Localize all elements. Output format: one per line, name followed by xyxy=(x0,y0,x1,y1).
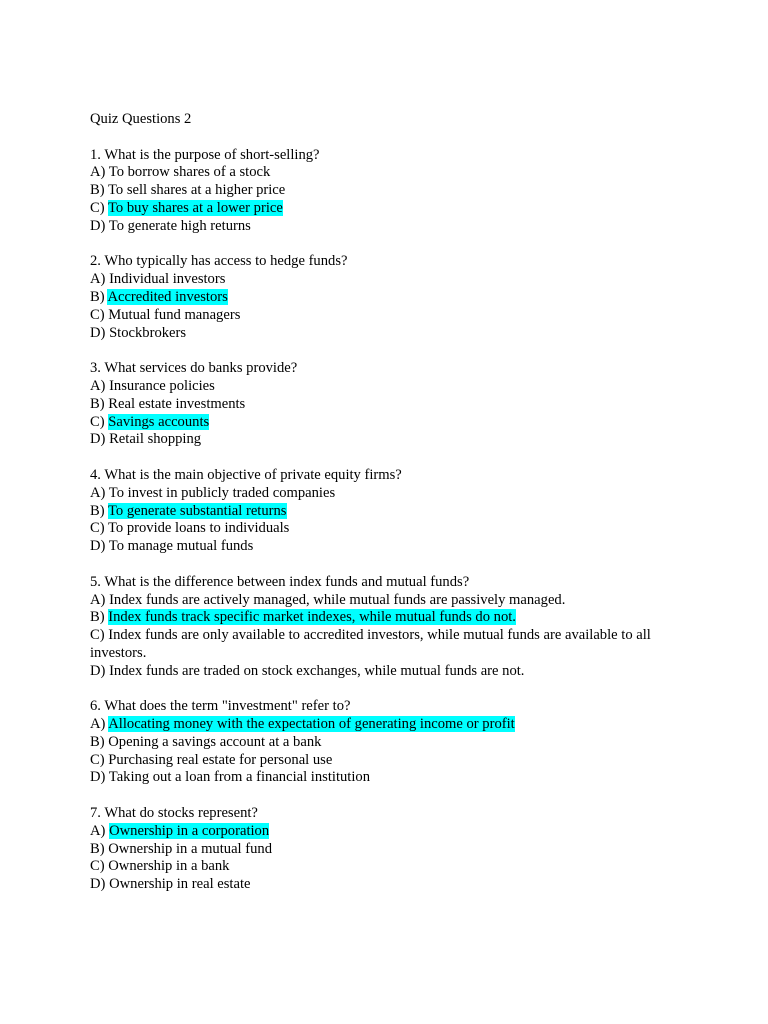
option-letter: C) xyxy=(90,627,105,644)
option-letter: C) xyxy=(90,858,105,875)
question-prompt: 4. What is the main objective of private equity firms? xyxy=(90,466,402,483)
highlighted-answer: Index funds track specific market indexes, while mutual funds do not. xyxy=(108,609,516,626)
option-letter: A) xyxy=(90,822,106,839)
option-a xyxy=(90,716,690,734)
option-letter: B) xyxy=(90,502,105,519)
option-c xyxy=(90,200,690,218)
option-text: Retail shopping xyxy=(109,431,202,448)
option-text: To manage mutual funds xyxy=(108,538,254,555)
document-page xyxy=(90,111,690,912)
option-text: Index funds are actively managed, while mutual funds are passively managed. xyxy=(109,591,566,608)
option-a xyxy=(90,164,690,182)
option-text: Individual investors xyxy=(109,271,226,288)
option-text: To sell shares at a higher price xyxy=(107,182,286,199)
option-text: Insurance policies xyxy=(109,377,215,394)
option-b xyxy=(90,609,690,627)
option-letter: C) xyxy=(90,413,105,430)
option-text: Real estate investments xyxy=(108,395,246,412)
question-6 xyxy=(90,698,690,787)
option-c xyxy=(90,858,690,876)
question-7 xyxy=(90,805,690,894)
option-letter: A) xyxy=(90,164,106,181)
option-text: To generate high returns xyxy=(108,217,251,234)
option-b xyxy=(90,841,690,859)
option-text: Ownership in a bank xyxy=(108,858,230,875)
question-5 xyxy=(90,574,690,681)
option-text: Purchasing real estate for personal use xyxy=(108,751,333,768)
option-c xyxy=(90,414,690,432)
option-b xyxy=(90,182,690,200)
option-text: To invest in publicly traded companies xyxy=(108,484,336,501)
highlighted-answer: To buy shares at a lower price xyxy=(107,199,283,216)
option-c xyxy=(90,627,690,663)
option-text: Opening a savings account at a bank xyxy=(108,733,322,750)
option-letter: C) xyxy=(90,199,105,216)
highlighted-answer: To generate substantial returns xyxy=(107,502,287,519)
option-b xyxy=(90,734,690,752)
question-prompt: 7. What do stocks represent? xyxy=(90,805,258,822)
option-text: Ownership in a mutual fund xyxy=(108,840,272,857)
option-letter: A) xyxy=(90,716,106,733)
option-b xyxy=(90,503,690,521)
highlighted-answer: Ownership in a corporation xyxy=(109,822,270,839)
highlighted-answer: Allocating money with the expectation of generating income or profit xyxy=(108,716,515,733)
question-prompt: 6. What does the term "investment" refer to? xyxy=(90,698,351,715)
option-text: Index funds are only available to accredited investors, while mutual funds are available to all investors. xyxy=(90,627,651,661)
option-letter: B) xyxy=(90,840,105,857)
option-letter: D) xyxy=(90,538,106,555)
option-letter: B) xyxy=(90,609,105,626)
option-letter: C) xyxy=(90,520,105,537)
option-letter: B) xyxy=(90,288,105,305)
highlighted-answer: Savings accounts xyxy=(108,413,210,430)
question-1 xyxy=(90,147,690,236)
question-prompt: 1. What is the purpose of short-selling? xyxy=(90,146,320,163)
option-letter: A) xyxy=(90,591,106,608)
highlighted-answer: Accredited investors xyxy=(107,288,228,305)
option-letter: A) xyxy=(90,377,106,394)
option-text: To provide loans to individuals xyxy=(107,520,290,537)
option-d xyxy=(90,325,690,343)
option-letter: D) xyxy=(90,324,106,341)
option-d xyxy=(90,769,690,787)
option-letter: C) xyxy=(90,751,105,768)
option-a xyxy=(90,271,690,289)
option-a xyxy=(90,592,690,610)
option-letter: B) xyxy=(90,182,105,199)
option-text: Stockbrokers xyxy=(109,324,187,341)
option-text: To borrow shares of a stock xyxy=(108,164,271,181)
option-text: Ownership in real estate xyxy=(109,876,251,893)
question-prompt: 3. What services do banks provide? xyxy=(90,360,298,377)
option-c xyxy=(90,752,690,770)
option-letter: D) xyxy=(90,217,106,234)
question-prompt: 5. What is the difference between index funds and mutual funds? xyxy=(90,573,470,590)
option-c xyxy=(90,307,690,325)
question-4 xyxy=(90,467,690,556)
option-d xyxy=(90,876,690,894)
option-letter: A) xyxy=(90,484,106,501)
option-letter: B) xyxy=(90,395,105,412)
option-text: Index funds are traded on stock exchanges, while mutual funds are not. xyxy=(109,662,525,679)
document-title: Quiz Questions 2 xyxy=(90,111,192,127)
question-3 xyxy=(90,360,690,449)
option-d xyxy=(90,538,690,556)
option-a xyxy=(90,823,690,841)
option-letter: A) xyxy=(90,271,106,288)
question-2 xyxy=(90,253,690,342)
option-d xyxy=(90,663,690,681)
option-letter: D) xyxy=(90,876,106,893)
option-letter: D) xyxy=(90,662,106,679)
option-b xyxy=(90,396,690,414)
option-text: Taking out a loan from a financial institution xyxy=(108,769,370,786)
option-letter: B) xyxy=(90,733,105,750)
option-c xyxy=(90,520,690,538)
question-prompt: 2. Who typically has access to hedge funds? xyxy=(90,253,348,270)
option-letter: D) xyxy=(90,431,106,448)
option-a xyxy=(90,485,690,503)
option-d xyxy=(90,431,690,449)
option-text: Mutual fund managers xyxy=(108,306,241,323)
option-b xyxy=(90,289,690,307)
option-letter: D) xyxy=(90,769,106,786)
option-letter: C) xyxy=(90,306,105,323)
option-a xyxy=(90,378,690,396)
option-d xyxy=(90,218,690,236)
